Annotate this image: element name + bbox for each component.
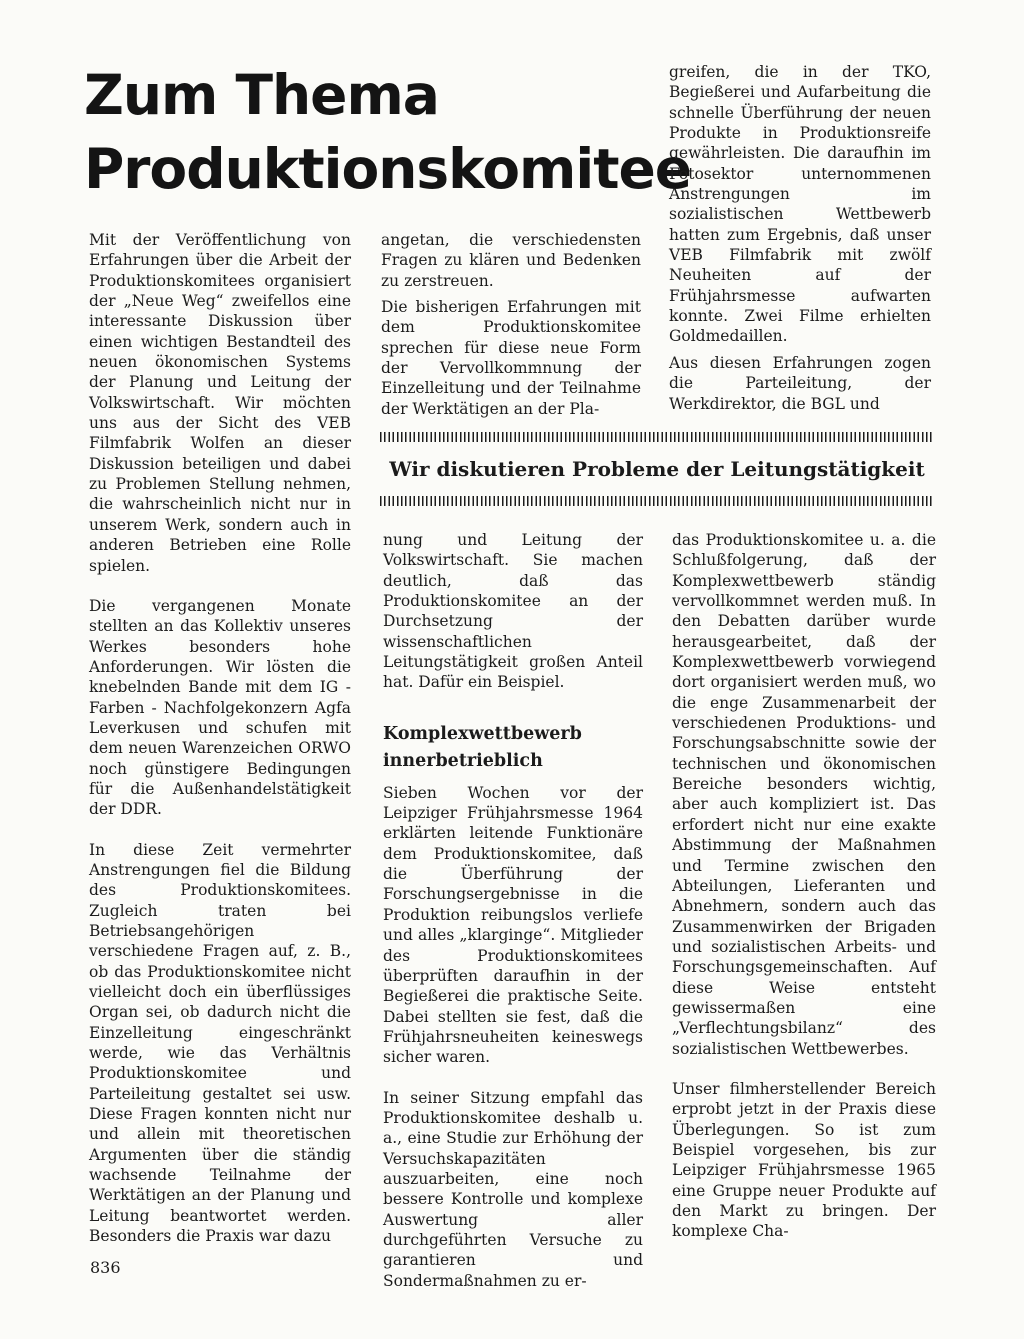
- paragraph: Unser filmherstellender Bereich erprobt jetzt in der Praxis diese Überlegungen. So ist zum Beispiel vorgesehen, bis zur Leipziger Frühjahrsmesse 1965 eine Gruppe neuer Produkte auf den Markt zu bringen. Der komplexe Cha-: [672, 1079, 936, 1241]
- paragraph: Die bisherigen Erfahrungen mit dem Produktionskomitee sprechen für diese neue Form der Vervollkommnung der Einzelleitung und der Teilnahme der Werktätigen an der Pla-: [381, 298, 641, 418]
- paragraph: Mit der Veröffentlichung von Erfahrungen über die Arbeit der Produktionskomitees organisiert der „Neue Weg“ zweifellos eine interessante Diskussion über einen wichtigen Bestandteil des neuen ökonomischen Systems der Planung und Leitung der Volkswirtschaft. Wir möchten uns aus der Sicht des VEB Filmfabrik Wolfen an dieser Diskussion beteiligen und dabei zu Problemen Stellung nehmen, die wahrscheinlich nicht nur in unserem Werk, sondern auch in anderen Betrieben eine Rolle spielen.: [89, 231, 351, 575]
- paragraph: Die vergangenen Monate stellten an das Kollektiv unseres Werkes besonders hohe Anforderungen. Wir lösten die knebelnden Bande mit dem IG - Farben - Nachfolgekonzern Agfa Leverkusen und schufen mit dem neuen Warenzeichen ORWO noch günstigere Bedingungen für die Außenhandelstätigkeit der DDR.: [89, 596, 351, 819]
- page-number: 836: [90, 1258, 121, 1277]
- paragraph: Aus diesen Erfahrungen zogen die Parteileitung, der Werkdirektor, die BGL und: [669, 353, 931, 413]
- text-column-2: [381, 230, 641, 419]
- hatched-rule-top: [380, 432, 934, 442]
- paragraph: Sieben Wochen vor der Leipziger Frühjahrsmesse 1964 erklärten leitende Funktionäre dem Produktionskomitee, daß die Überführung der Forschungsergebnisse in die Produktion reibungslos verliefe und alles „klarginge“. Mitglieder des Produktionskomitees überprüften daraufhin in der Begießerei die praktische Seite. Dabei stellten sie fest, daß die Frühjahrsneuheiten keineswegs sicher waren.: [383, 783, 643, 1067]
- text-column-1: [89, 230, 351, 1247]
- paragraph: nung und Leitung der Volkswirtschaft. Sie machen deutlich, daß das Produktionskomitee an der Durchsetzung der wissenschaftlichen Leitungstätigkeit großen Anteil hat. Dafür ein Beispiel.: [383, 531, 643, 692]
- text-column-4: [383, 530, 643, 1291]
- text-column-3: [669, 62, 931, 414]
- article-title: Zum Thema Produktionskomitee: [84, 63, 692, 201]
- hatched-rule-bottom: [380, 496, 934, 506]
- paragraph: In diese Zeit vermehrter Anstrengungen fiel die Bildung des Produktionskomitees. Zugleich traten bei Betriebsangehörigen verschiedene Fragen auf, z. B., ob das Produktionskomitee nicht vielleicht doch ein überflüssiges Organ sei, ob dadurch nicht die Einzelleitung eingeschränkt werde, wie das Verhältnis Produktionskomitee und Parteileitung gestaltet sei usw. Diese Fragen konnten nicht nur und allein mit theoretischen Argumenten über die ständig wachsende Teilnahme der Werktätigen an der Planung und Leitung beantwortet werden. Besonders die Praxis war dazu: [89, 840, 351, 1246]
- section-banner: [380, 432, 934, 512]
- paragraph: greifen, die in der TKO, Begießerei und Aufarbeitung die schnelle Überführung der neuen Produkte in Produktionsreife gewährleisten. Die daraufhin im Fotosektor unternommenen Anstrengungen im sozialistischen Wettbewerb hatten zum Ergebnis, daß unser VEB Filmfabrik mit zwölf Neuheiten auf der Frühjahrsmesse aufwarten konnte. Zwei Filme erhielten Goldmedaillen.: [669, 63, 931, 346]
- banner-heading: Wir diskutieren Probleme der Leitungstätigkeit: [389, 457, 925, 481]
- section-subheading: Komplexwettbewerb innerbetrieblich: [383, 723, 582, 771]
- paragraph: angetan, die verschiedensten Fragen zu klären und Bedenken zu zerstreuen.: [381, 231, 641, 290]
- text-column-5: [672, 530, 936, 1242]
- paragraph: das Produktionskomitee u. a. die Schlußfolgerung, daß der Komplexwettbewerb ständig vervollkommnet werden muß. In den Debatten darüber wurde herausgearbeitet, daß der Komplexwettbewerb vorwiegend dort organisiert werden muß, wo die enge Zusammenarbeit der verschiedenen Produktions- und Forschungsabschnitte sowie der technischen und ökonomischen Bereiche besonders wichtig, aber auch kompliziert ist. Das erfordert nicht nur eine exakte Abstimmung der Maßnahmen und Termine zwischen den Abteilungen, Lieferanten und Abnehmern, sondern auch das Zusammenwirken der Brigaden und sozialistischen Arbeits- und Forschungsgemeinschaften. Auf diese Weise entsteht gewissermaßen eine „Verflechtungsbilanz“ des sozialistischen Wettbewerbes.: [672, 531, 936, 1058]
- paragraph: In seiner Sitzung empfahl das Produktionskomitee deshalb u. a., eine Studie zur Erhöhung der Versuchskapazitäten auszuarbeiten, eine noch bessere Kontrolle und komplexe Auswertung aller durchgeführten Versuche zu garantieren und Sondermaßnahmen zu er-: [383, 1088, 643, 1290]
